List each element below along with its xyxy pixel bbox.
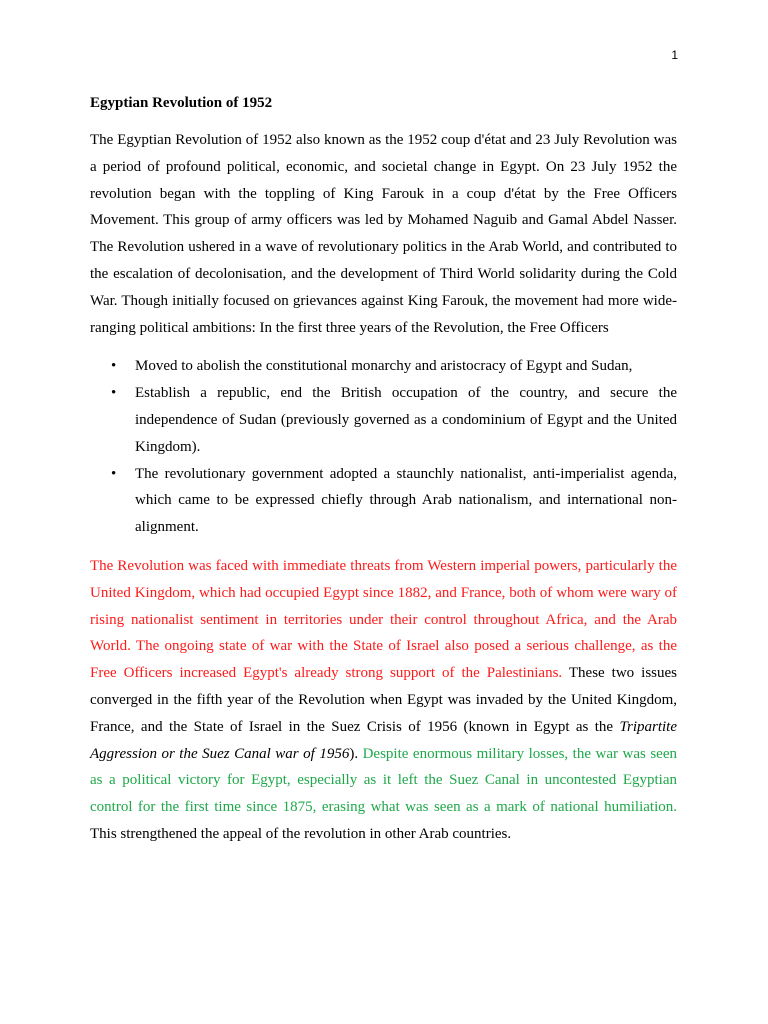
bullet-text: Moved to abolish the constitutional monarchy and aristocracy of Egypt and Sudan,	[135, 358, 633, 375]
list-item	[90, 353, 677, 380]
body-text: ).	[349, 745, 363, 762]
bullet-list	[90, 353, 677, 541]
bullet-icon: •	[111, 465, 117, 482]
bullet-text: The revolutionary government adopted a staunchly nationalist, anti-imperialist agenda, which came to be expressed chiefly through Arab nationalism, and international non-alignment.	[135, 465, 677, 536]
bullet-icon: •	[111, 358, 117, 375]
list-item	[90, 461, 677, 541]
bullet-icon: •	[111, 385, 117, 402]
italic-text: Tripartite Aggression or the Suez Canal war of 1956	[90, 718, 677, 762]
bullet-text: Establish a republic, end the British occupation of the country, and secure the independence of Sudan (previously governed as a condominium of Egypt and the United Kingdom).	[135, 385, 677, 455]
list-item	[90, 380, 677, 460]
document-title: Egyptian Revolution of 1952	[90, 95, 273, 111]
intro-paragraph: The Egyptian Revolution of 1952 also known as the 1952 coup d'état and 23 July Revolution was a period of profound political, economic, and societal change in Egypt. On 23 July 1952 the revolution began with the toppling of King Farouk in a coup d'état by the Free Officers Movement. This group of army officers was led by Mohamed Naguib and Gamal Abdel Nasser. The Revolution ushered in a wave of revolutionary politics in the Arab World, and contributed to the escalation of decolonisation, and the development of Third World solidarity during the Cold War. Though initially focused on grievances against King Farouk, the movement had more wide-ranging political ambitions: In the first three years of the Revolution, the Free Officers	[90, 132, 677, 336]
body-text: This strengthened the appeal of the revolution in other Arab countries.	[90, 825, 512, 842]
green-highlighted-text: Despite enormous military losses, the war was seen as a political victory for Egypt, especially as it left the Suez Canal in uncontested Egyptian control for the first time since 1875, erasing what was seen as a mark of national humiliation.	[90, 745, 677, 816]
threats-paragraph	[90, 553, 677, 848]
red-highlighted-text: The Revolution was faced with immediate threats from Western imperial powers, particularly the United Kingdom, which had occupied Egypt since 1882, and France, both of whom were wary of rising nationalist sentiment in territories under their control throughout Africa, and the Arab World. The ongoing state of war with the State of Israel also posed a serious challenge, as the Free Officers increased Egypt's already strong support of the Palestinians.	[90, 557, 677, 682]
body-text: These two issues converged in the fifth year of the Revolution when Egypt was invaded by the United Kingdom, France, and the State of Israel in the Suez Crisis of 1956 (known in Egypt as the	[90, 665, 677, 735]
document-body	[90, 93, 677, 848]
page-number: 1	[671, 48, 678, 62]
